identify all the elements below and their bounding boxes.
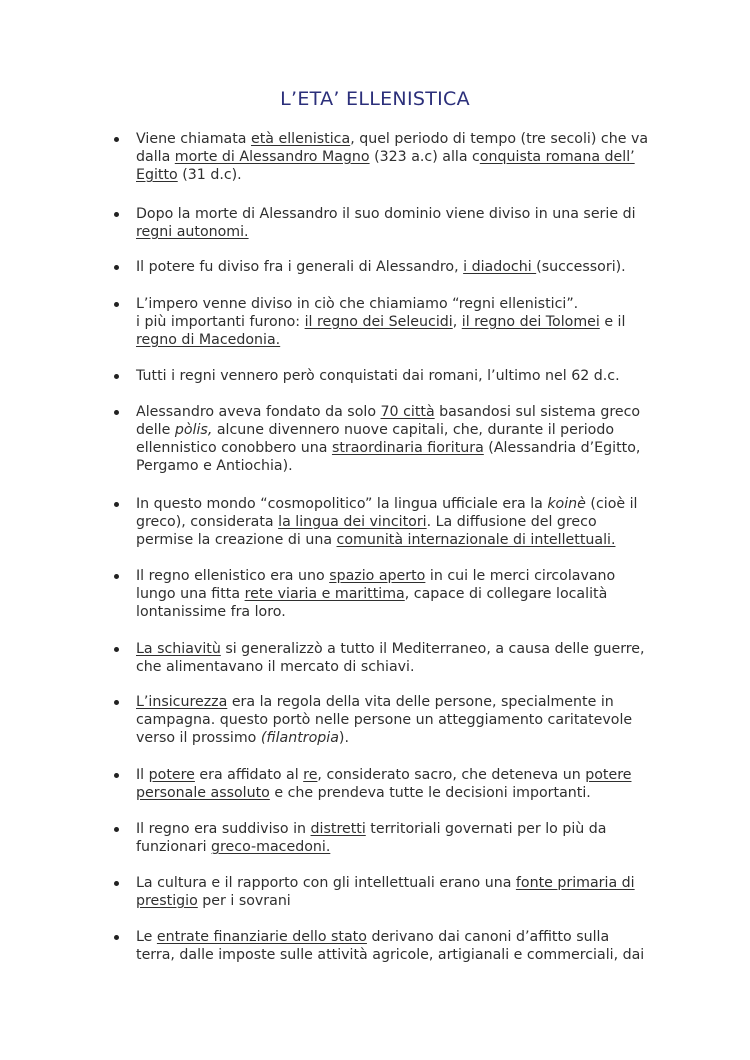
underlined-text: i diadochi [463,259,537,275]
text-segment: e che prendeva tutte le decisioni importanti. [269,785,591,801]
underlined-text: la lingua dei vincitori [278,514,427,530]
text-segment: derivano dai canoni d’affitto sulla [366,929,610,945]
underlined-text: regni autonomi. [136,224,249,240]
underlined-text: spazio aperto [329,568,426,584]
underlined-text: entrate finanziarie dello stato [156,929,367,945]
text-line [136,495,656,513]
text-segment: Il potere fu diviso fra i generali di Alessandro, [136,259,464,275]
text-segment: In questo mondo “cosmopolitico” la lingua ufficiale era la [136,496,548,512]
text-segment: per i sovrani [197,893,291,909]
underlined-text: onquista romana dell’ [479,149,635,165]
text-segment: era affidato al [194,767,304,783]
underlined-text: rete viaria e marittima [244,586,405,602]
text-line [136,313,656,331]
text-line [136,457,656,475]
text-line [136,421,656,439]
text-segment: dalla [136,149,175,165]
text-segment: lontanissime fra loro. [136,604,286,620]
text-segment: (31 d.c). [177,167,242,183]
text-line [136,331,656,349]
page-title: L’ETA’ ELLENISTICA [280,88,470,110]
bullet-dot-icon [114,374,119,379]
text-segment: Il regno ellenistico era uno [136,568,330,584]
text-line [136,367,656,385]
underlined-text: La schiavitù [136,641,221,657]
underlined-text: prestigio [136,893,198,909]
text-segment: Dopo la morte di Alessandro il suo dominio viene diviso in una serie di [136,206,636,222]
bullet-dot-icon [114,265,119,270]
text-line [136,820,656,838]
text-segment: terra, dalle imposte sulle attività agricole, artigianali e commerciali, dai [136,947,645,963]
text-segment: , [452,314,462,330]
text-line [136,567,656,585]
text-segment: e il [599,314,626,330]
text-line [136,766,656,784]
bullet-item [136,874,656,910]
text-segment: campagna. questo portò nelle persone un atteggiamento caritatevole [136,712,633,728]
bullet-item [136,130,656,184]
text-line [136,205,656,223]
underlined-text: potere [585,767,632,783]
text-line [136,874,656,892]
underlined-text: regno di Macedonia. [136,332,281,348]
text-segment: che alimentavano il mercato di schiavi. [136,659,415,675]
italic-text: koinè [547,496,586,512]
text-segment: (Alessandria d’Egitto, [483,440,641,456]
bullet-dot-icon [114,137,119,142]
bullet-item [136,367,656,385]
text-segment: , capace di collegare località [404,586,608,602]
text-segment: (323 a.c) alla c [369,149,480,165]
text-segment: permise la creazione di una [136,532,337,548]
text-segment: , quel periodo di tempo (tre secoli) che va [350,131,649,147]
underlined-text: greco-macedoni. [211,839,331,855]
bullet-item [136,205,656,241]
underlined-text: re [303,767,318,783]
text-segment: Tutti i regni vennero però conquistati dai romani, l’ultimo nel 62 d.c. [136,368,620,384]
text-line [136,838,656,856]
underlined-text: straordinaria fioritura [331,440,484,456]
text-line [136,130,656,148]
text-segment: verso il prossimo [136,730,261,746]
text-segment: lungo una fitta [136,586,245,602]
text-line [136,784,656,802]
text-line [136,693,656,711]
text-segment: La cultura e il rapporto con gli intellettuali erano una [136,875,516,891]
text-segment: in cui le merci circolavano [425,568,616,584]
bullet-dot-icon [114,574,119,579]
text-segment: era la regola della vita delle persone, specialmente in [227,694,614,710]
underlined-text: distretti [310,821,366,837]
bullet-dot-icon [114,302,119,307]
underlined-text: Egitto [136,167,178,183]
italic-text: (filantropia [260,730,339,746]
bullet-dot-icon [114,773,119,778]
underlined-text: il regno dei Tolomei [461,314,600,330]
italic-text: pòlis, [174,422,213,438]
bullet-dot-icon [114,502,119,507]
bullet-dot-icon [114,881,119,886]
text-segment: Il [136,767,149,783]
underlined-text: età ellenistica [251,131,351,147]
underlined-text: L’insicurezza [136,694,228,710]
text-line [136,658,656,676]
text-segment: Pergamo e Antiochia). [136,458,293,474]
underlined-text: 70 città [380,404,435,420]
underlined-text: morte di Alessandro Magno [174,149,370,165]
text-segment: alcune divennero nuove capitali, che, durante il periodo [212,422,615,438]
bullet-dot-icon [114,647,119,652]
bullet-dot-icon [114,410,119,415]
bullet-item [136,403,656,475]
text-segment: funzionari [136,839,212,855]
text-line [136,258,656,276]
text-line [136,223,656,241]
text-segment: greco), considerata [136,514,279,530]
text-line [136,946,656,964]
bullet-item [136,258,656,276]
bullet-item [136,820,656,856]
bullet-item [136,766,656,802]
underlined-text: potere [148,767,195,783]
text-line [136,439,656,457]
text-segment: ellennistico conobbero una [136,440,332,456]
text-line [136,640,656,658]
underlined-text: il regno dei Seleucidi [304,314,453,330]
text-segment: (cioè il [585,496,638,512]
bullet-item [136,495,656,549]
text-segment: (successori). [536,259,626,275]
text-segment: basandosi sul sistema greco [434,404,641,420]
bullet-item [136,928,656,964]
bullet-item [136,567,656,621]
text-line [136,729,656,747]
bullet-dot-icon [114,212,119,217]
underlined-text: fonte primaria di [515,875,635,891]
text-line [136,403,656,421]
text-segment: Il regno era suddiviso in [136,821,311,837]
bullet-item [136,295,656,349]
bullet-dot-icon [114,827,119,832]
text-segment: si generalizzò a tutto il Mediterraneo, a causa delle guerre, [220,641,645,657]
text-line [136,892,656,910]
text-segment: territoriali governati per lo più da [365,821,607,837]
text-line [136,166,656,184]
text-segment: L’impero venne diviso in ciò che chiamiamo “regni ellenistici”. [136,296,579,312]
text-segment: delle [136,422,175,438]
text-line [136,711,656,729]
bullet-dot-icon [114,935,119,940]
text-line [136,295,656,313]
underlined-text: comunità internazionale di intellettuali. [336,532,616,548]
text-segment: , considerato sacro, che deteneva un [317,767,586,783]
text-segment: i più importanti furono: [136,314,305,330]
bullet-dot-icon [114,700,119,705]
text-segment: Le [136,929,157,945]
text-line [136,531,656,549]
text-line [136,928,656,946]
text-line [136,513,656,531]
text-line [136,585,656,603]
text-segment: ). [338,730,349,746]
bullet-item [136,693,656,747]
bullet-item [136,640,656,676]
text-segment: Alessandro aveva fondato da solo [136,404,381,420]
text-segment: . La diffusione del greco [426,514,597,530]
underlined-text: personale assoluto [136,785,270,801]
text-line [136,603,656,621]
text-segment: Viene chiamata [136,131,252,147]
text-line [136,148,656,166]
